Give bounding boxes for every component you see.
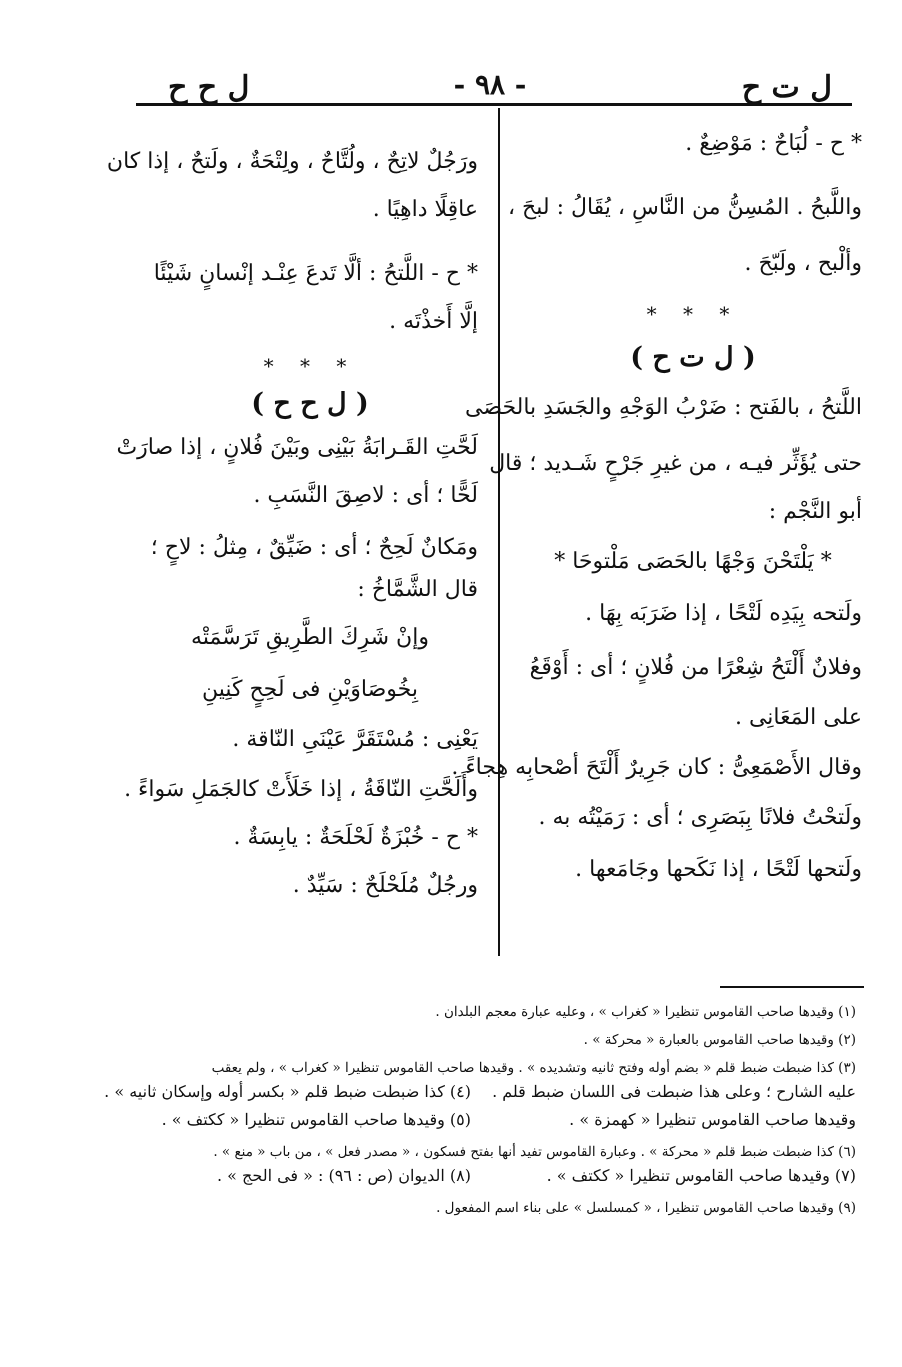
column-divider: [498, 108, 500, 956]
footnote-row: [140, 1110, 856, 1138]
entry-line: إلَّا أَخذْتَه .: [389, 309, 478, 334]
entry-line: ولَتحه بِيَدِه لَتْحًا ، إذا ضَرَبَه بِهَا .: [585, 601, 862, 626]
footnote: عليه الشارح ؛ وعلى هذا ضبطت فى اللسان ضبط قلم .: [492, 1082, 856, 1101]
entry-line: على المَعَانِى .: [734, 705, 862, 730]
entry-line: أبو النَّجْم :: [768, 499, 862, 524]
root-heading: ( ل ت ح ): [630, 342, 756, 373]
header-rule: [136, 103, 852, 106]
entry-line: واللَّبحُ . المُسِنُّ من النَّاسِ ، يُقَالُ : لبحَ ،: [507, 195, 862, 220]
verse-line: * يَلْتَحْنَ وَجْهًا بالحَصَى مَلْتوحَا *: [554, 549, 832, 574]
entry-line: ورَجُلٌ لاتِحٌ ، ولُتَّاحٌ ، ولِتْحَةٌ ، ولَتحٌ ، إذا كان: [106, 149, 478, 174]
footnote-rule: [720, 986, 864, 988]
section-separator: * * *: [646, 302, 740, 326]
verse-line: وإنْ شَرِكَ الطَّرِيقِ تَرَسَّمَتْه: [191, 625, 429, 650]
entry-line: اللَّتحُ ، بالفَتح : ضَرْبُ الوَجْهِ والجَسَدِ بالحَصَى: [465, 395, 862, 420]
page-header: [128, 62, 852, 105]
footnote: (٩) وقيدها صاحب القاموس تنظيرا ، « كمسلسل » على بناء اسم المفعول .: [436, 1200, 856, 1216]
entry-line: لَحَّتِ القَـرابَةُ بَيْنِى وبَيْنَ فُلانٍ ، إذا صارَتْ: [116, 435, 478, 460]
footnote: (٤) كذا ضبطت ضبط قلم « بكسر أوله وإسكان ثانيه » .: [104, 1082, 471, 1101]
entry-line: يَعْنِى : مُسْتَقَرَّ عَيْنَىِ النّاقة .: [232, 727, 478, 752]
entry-line: وقال الأَصْمَعِىُّ : كان جَرِيرٌ أَلْتَحَ أصْحابِه هِجاءً .: [451, 755, 862, 780]
footnote: (٢) وقيدها صاحب القاموس بالعبارة « محركة » .: [583, 1032, 856, 1048]
entry-line: وفلانٌ أَلْتَحُ شِعْرًا من فُلانٍ ؛ أى : أَوْقَعُ: [529, 655, 862, 680]
section-separator: * * *: [263, 354, 357, 378]
entry-line: * ح - خُبْزَةٌ لَحْلَحَةٌ : يابِسَةٌ .: [233, 825, 478, 850]
root-heading: ( ل ح ح ): [251, 388, 369, 419]
entry-line: وألْبح ، ولَبّحَ .: [744, 251, 862, 276]
footnote: (٣) كذا ضبطت ضبط قلم « بضم أوله وفتح ثانيه وتشديده » . وقيدها صاحب القاموس تنظيرا « كغراب » ، ولم يعقب: [211, 1060, 856, 1076]
entry-line: ورجُلٌ مُلَحْلَحٌ : سَيِّدٌ .: [292, 873, 478, 898]
footnote-row: [104, 1082, 856, 1110]
page-number: - ٩٨ -: [453, 68, 527, 101]
footnote: (١) وقيدها صاحب القاموس تنظيرا « كغراب » ، وعليه عبارة معجم البلدان .: [435, 1004, 856, 1020]
footnote: (٧) وقيدها صاحب القاموس تنظيرا « ككتف » .: [546, 1166, 856, 1185]
entry-line: * ح - لُبَاحٌ : مَوْضِعٌ .: [685, 131, 862, 156]
entry-line: ولَتحها لَتْحًا ، إذا نَكَحها وجَامَعها .: [575, 857, 862, 882]
footnote: (٥) وقيدها صاحب القاموس تنظيرا « ككتف » .: [161, 1110, 471, 1129]
footnotes: [104, 998, 856, 1222]
footnote-row: [140, 1166, 856, 1194]
header-left-guide-word: ل ح ح: [168, 70, 250, 105]
left-column: [106, 118, 478, 956]
footnote: (٨) الديوان (ص : ٩٦) : « فى الحج » .: [216, 1166, 471, 1185]
entry-line: قال الشَّمَّاخُ :: [357, 577, 478, 602]
entry-line: ولَتحْتُ فلانًا بِبَصَرِى ؛ أى : رَمَيْتُه به .: [538, 805, 862, 830]
verse-line: بِخُوصَاوَيْنِ فى لَحِحٍ كَنِينِ: [201, 677, 418, 702]
entry-line: وأَلَحَّتِ النّاقَةُ ، إذا خَلَأَتْ كالجَمَلِ سَواءً .: [124, 777, 478, 802]
footnote: وقيدها صاحب القاموس تنظيرا « كهمزة » .: [569, 1110, 856, 1129]
entry-line: لَحًّا ؛ أى : لاصِقَ النَّسَبِ .: [253, 483, 478, 508]
footnote: (٦) كذا ضبطت ضبط قلم « محركة » . وعبارة القاموس تفيد أنها بفتح فسكون ، « مصدر فعل » ، من باب « منع » .: [213, 1144, 856, 1160]
right-column: [451, 118, 862, 956]
entry-line: ومَكانٌ لَحِحٌ ؛ أى : ضَيِّقٌ ، مِثلُ : لاحٍ ؛: [150, 535, 478, 560]
entry-line: * ح - اللَّتحُ : ألَّا تَدعَ عِنْـد إنْسانٍ شَيْئًا: [153, 261, 478, 286]
entry-line: عاقِلًا داهِيًا .: [372, 197, 478, 222]
header-right-guide-word: ل ت ح: [741, 70, 832, 105]
entry-line: حتى يُؤَثِّر فيـه ، من غيرِ جَرْحٍ شَـديد ؛ قال: [489, 451, 862, 476]
